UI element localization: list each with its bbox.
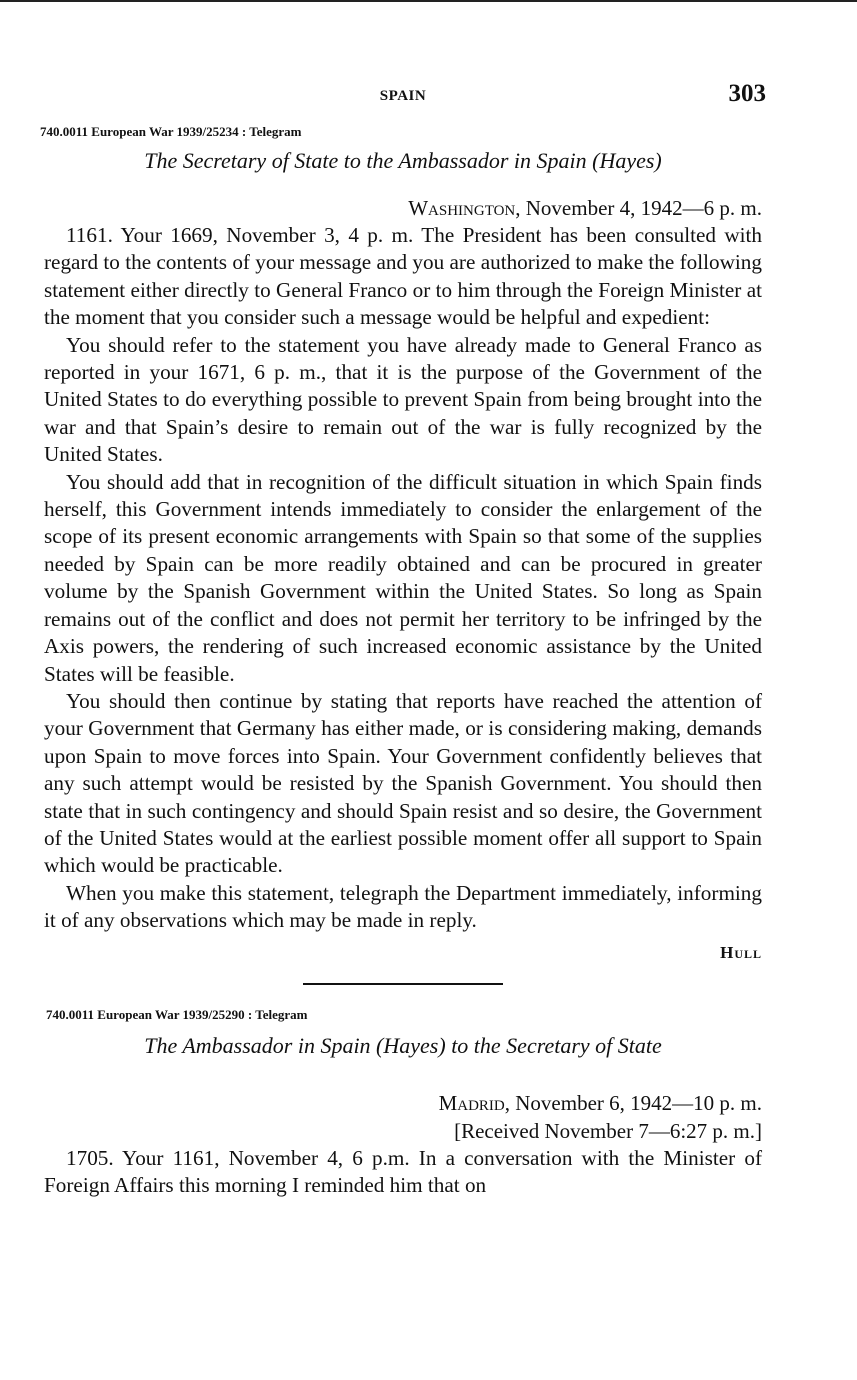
dateline-place: Madrid, [438, 1090, 511, 1115]
document-page [40, 80, 766, 1199]
signature: Hull [720, 942, 762, 962]
section-divider [303, 983, 503, 985]
dateline-date: November 6, 1942—10 p. m. [510, 1090, 762, 1115]
document-title: The Secretary of State to the Ambassador in Spain (Hayes) [144, 148, 662, 173]
dateline [44, 1089, 762, 1117]
page-top-edge [0, 0, 857, 2]
running-title: SPAIN [379, 88, 427, 104]
received-note: [Received November 7—6:27 p. m.] [454, 1118, 762, 1143]
body-paragraph: You should add that in recognition of the difficult situation in which Spain finds herself, this Government intends immediately to consider the enlargement of the scope of its present economic arrangements with Spain so that some of the supplies needed by Spain can be more readily obtained and can be procured in greater volume by the Spanish Government within the United States. So long as Spain remains out of the conflict and does not permit her territory to be infringed by the Axis powers, the rendering of such increased economic assistance by the United States will be feasible. [44, 469, 762, 686]
page-number: 303 [728, 80, 766, 107]
file-reference: 740.0011 European War 1939/25234 : Telegram [40, 124, 302, 139]
document-title: The Ambassador in Spain (Hayes) to the Secretary of State [144, 1032, 662, 1058]
dateline-place: Washington, [408, 196, 521, 220]
dateline [44, 194, 762, 222]
body-paragraph: You should refer to the statement you have already made to General Franco as reported in your 1671, 6 p. m., that it is the purpose of the Government of the United States to do everything possible to prevent Spain from being brought into the war and that Spain’s desire to remain out of the war is fully recognized by the United States. [44, 332, 762, 467]
file-reference: 740.0011 European War 1939/25290 : Telegram [46, 1006, 308, 1022]
body-paragraph: When you make this statement, telegraph the Department immediately, informing it of any observations which may be made in reply. [44, 880, 762, 933]
dateline-date: November 4, 1942—6 p. m. [520, 196, 762, 220]
body-paragraph: 1705. Your 1161, November 4, 6 p.m. In a conversation with the Minister of Foreign Affairs this morning I reminded him that on [44, 1145, 762, 1197]
body-paragraph: You should then continue by stating that reports have reached the attention of your Government that Germany has either made, or is considering making, demands upon Spain to move forces into Spain. Your Government confidently believes that any such attempt would be resisted by the Spanish Government. You should then state that in such contingency and should Spain resist and so desire, the Government of the United States would at the earliest possible moment offer all support to Spain which would be practicable. [44, 688, 762, 878]
page-header [44, 80, 766, 114]
body-paragraph: 1161. Your 1669, November 3, 4 p. m. The President has been consulted with regard to the contents of your message and you are authorized to make the following statement either directly to General Franco or to him through the Foreign Minister at the moment that you consider such a message would be helpful and expedient: [44, 223, 762, 330]
